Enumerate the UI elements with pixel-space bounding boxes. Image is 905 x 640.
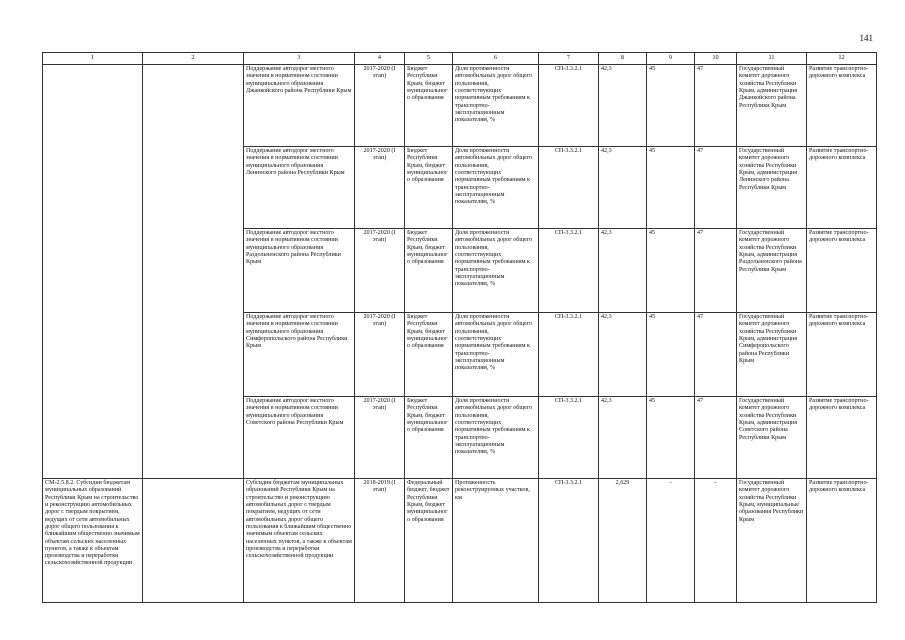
- cell-indicator: Доля протяженности автомобильных дорог общего пользования, соответствующих нормативным требованиям к транспортно-эксплуатационным показателям, %: [453, 313, 539, 397]
- col-header: 1: [43, 53, 143, 65]
- table-row: [43, 479, 877, 603]
- empty-cell: [143, 479, 244, 603]
- cell-code: СП-3.3.2.1: [539, 147, 599, 229]
- cell-code: СП-3.3.2.1: [539, 479, 599, 603]
- col-header: 5: [405, 53, 453, 65]
- cell-code: СП-3.3.2.1: [539, 313, 599, 397]
- col-header: 8: [599, 53, 647, 65]
- cell-executor: Государственный комитет дорожного хозяйства Республики Крым, муниципальные образования Республики Крым: [737, 479, 807, 603]
- cell-value-10: 47: [695, 229, 737, 313]
- cell-source: Бюджет Республики Крым, бюджет муниципального образования: [405, 313, 453, 397]
- page-number: 141: [859, 33, 873, 43]
- cell-value-8: 2,629: [599, 479, 647, 603]
- cell-indicator: Доля протяженности автомобильных дорог общего пользования, соответствующих нормативным требованиям к транспортно-эксплуатационным показателям, %: [453, 229, 539, 313]
- col-header: 11: [737, 53, 807, 65]
- cell-program: Развитие транспортно-дорожного комплекса: [807, 229, 877, 313]
- cell-executor: Государственный комитет дорожного хозяйства Республики Крым, администрация Ленинского района Республики Крым: [737, 147, 807, 229]
- col-header: 10: [695, 53, 737, 65]
- column-number-row: [43, 53, 877, 65]
- empty-cell: [43, 65, 143, 479]
- cell-value-8: 42,3: [599, 229, 647, 313]
- cell-program: Развитие транспортно-дорожного комплекса: [807, 397, 877, 479]
- empty-cell: [143, 65, 244, 479]
- cell-event: СМ-2.5.8.2. Субсидии бюджетам муниципальных образований Республики Крым на строительство и реконструкцию автомобильных дорог с твердым покрытием, ведущих от сети автомобильных дорог общего пользования к ближайшим общественно значимым объектам сельских населенных пунктов, а также к объектам производства и переработки сельскохозяйственной продукции: [43, 479, 143, 603]
- col-header: 2: [143, 53, 244, 65]
- cell-value-10: 47: [695, 147, 737, 229]
- cell-program: Развитие транспортно-дорожного комплекса: [807, 147, 877, 229]
- cell-executor: Государственный комитет дорожного хозяйства Республики Крым, администрация Раздольненского района Республики Крым: [737, 229, 807, 313]
- col-header: 3: [244, 53, 355, 65]
- cell-value-9: -: [647, 479, 695, 603]
- cell-measure: Субсидии бюджетам муниципальных образований Республики Крым на строительство и реконструкцию автомобильных дорог с твердым покрытием, ведущих от сети автомобильных дорог общего пользования к ближайшим общественно значимым объектам сельских населенных пунктов, а также к объектам производства и переработки сельскохозяйственной продукции: [244, 479, 355, 603]
- cell-value-9: 45: [647, 397, 695, 479]
- cell-indicator: Доля протяженности автомобильных дорог общего пользования, соответствующих нормативным требованиям к транспортно-эксплуатационным показателям, %: [453, 397, 539, 479]
- cell-value-10: 47: [695, 65, 737, 147]
- cell-value-9: 45: [647, 229, 695, 313]
- cell-source: Бюджет Республики Крым, бюджет муниципального образования: [405, 65, 453, 147]
- program-table: [42, 52, 877, 603]
- col-header: 4: [355, 53, 405, 65]
- cell-period: 2018-2019 (I этап): [355, 479, 405, 603]
- col-header: 6: [453, 53, 539, 65]
- cell-period: 2017-2020 (I этап): [355, 313, 405, 397]
- cell-measure: Поддержание автодорог местного значения в нормативном состоянии муниципального образования Советского района Республики Крым: [244, 397, 355, 479]
- cell-code: СП-3.3.2.1: [539, 65, 599, 147]
- cell-code: СП-3.3.2.1: [539, 229, 599, 313]
- cell-source: Федеральный бюджет, бюджет Республики Крым, бюджет муниципального образования: [405, 479, 453, 603]
- cell-value-10: 47: [695, 313, 737, 397]
- cell-period: 2017-2020 (I этап): [355, 229, 405, 313]
- table-row: [43, 65, 877, 147]
- cell-indicator: Протяженность реконструируемых участков, км: [453, 479, 539, 603]
- cell-measure: Поддержание автодорог местного значения в нормативном состоянии муниципального образования Симферопольского района Республики Крым: [244, 313, 355, 397]
- cell-value-8: 42,3: [599, 65, 647, 147]
- cell-value-8: 42,3: [599, 147, 647, 229]
- cell-value-9: 45: [647, 65, 695, 147]
- cell-value-10: -: [695, 479, 737, 603]
- cell-value-8: 42,3: [599, 397, 647, 479]
- cell-measure: Поддержание автодорог местного значения в нормативном состоянии муниципального образования Ленинского района Республики Крым: [244, 147, 355, 229]
- col-header: 9: [647, 53, 695, 65]
- cell-value-8: 42,3: [599, 313, 647, 397]
- cell-period: 2017-2020 (I этап): [355, 147, 405, 229]
- cell-period: 2017-2020 (I этап): [355, 397, 405, 479]
- cell-source: Бюджет Республики Крым, бюджет муниципального образования: [405, 229, 453, 313]
- cell-value-9: 45: [647, 313, 695, 397]
- cell-executor: Государственный комитет дорожного хозяйства Республики Крым, администрация Джанкойского района Республики Крым: [737, 65, 807, 147]
- cell-source: Бюджет Республики Крым, бюджет муниципального образования: [405, 397, 453, 479]
- cell-indicator: Доля протяженности автомобильных дорог общего пользования, соответствующих нормативным требованиям к транспортно-эксплуатационным показателям, %: [453, 147, 539, 229]
- cell-program: Развитие транспортно-дорожного комплекса: [807, 65, 877, 147]
- cell-program: Развитие транспортно-дорожного комплекса: [807, 479, 877, 603]
- col-header: 12: [807, 53, 877, 65]
- cell-measure: Поддержание автодорог местного значения в нормативном состоянии муниципального образования Раздольненского района Республики Крым: [244, 229, 355, 313]
- cell-program: Развитие транспортно-дорожного комплекса: [807, 313, 877, 397]
- cell-executor: Государственный комитет дорожного хозяйства Республики Крым, администрация Советского района Республики Крым: [737, 397, 807, 479]
- cell-value-10: 47: [695, 397, 737, 479]
- cell-executor: Государственный комитет дорожного хозяйства Республики Крым, администрация Симферопольского района Республики Крым: [737, 313, 807, 397]
- col-header: 7: [539, 53, 599, 65]
- cell-value-9: 45: [647, 147, 695, 229]
- cell-code: СП-3.3.2.1: [539, 397, 599, 479]
- cell-indicator: Доля протяженности автомобильных дорог общего пользования, соответствующих нормативным требованиям к транспортно-эксплуатационным показателям, %: [453, 65, 539, 147]
- cell-period: 2017-2020 (I этап): [355, 65, 405, 147]
- cell-measure: Поддержание автодорог местного значения в нормативном состоянии муниципального образования Джанкойского района Республики Крым: [244, 65, 355, 147]
- cell-source: Бюджет Республики Крым, бюджет муниципального образования: [405, 147, 453, 229]
